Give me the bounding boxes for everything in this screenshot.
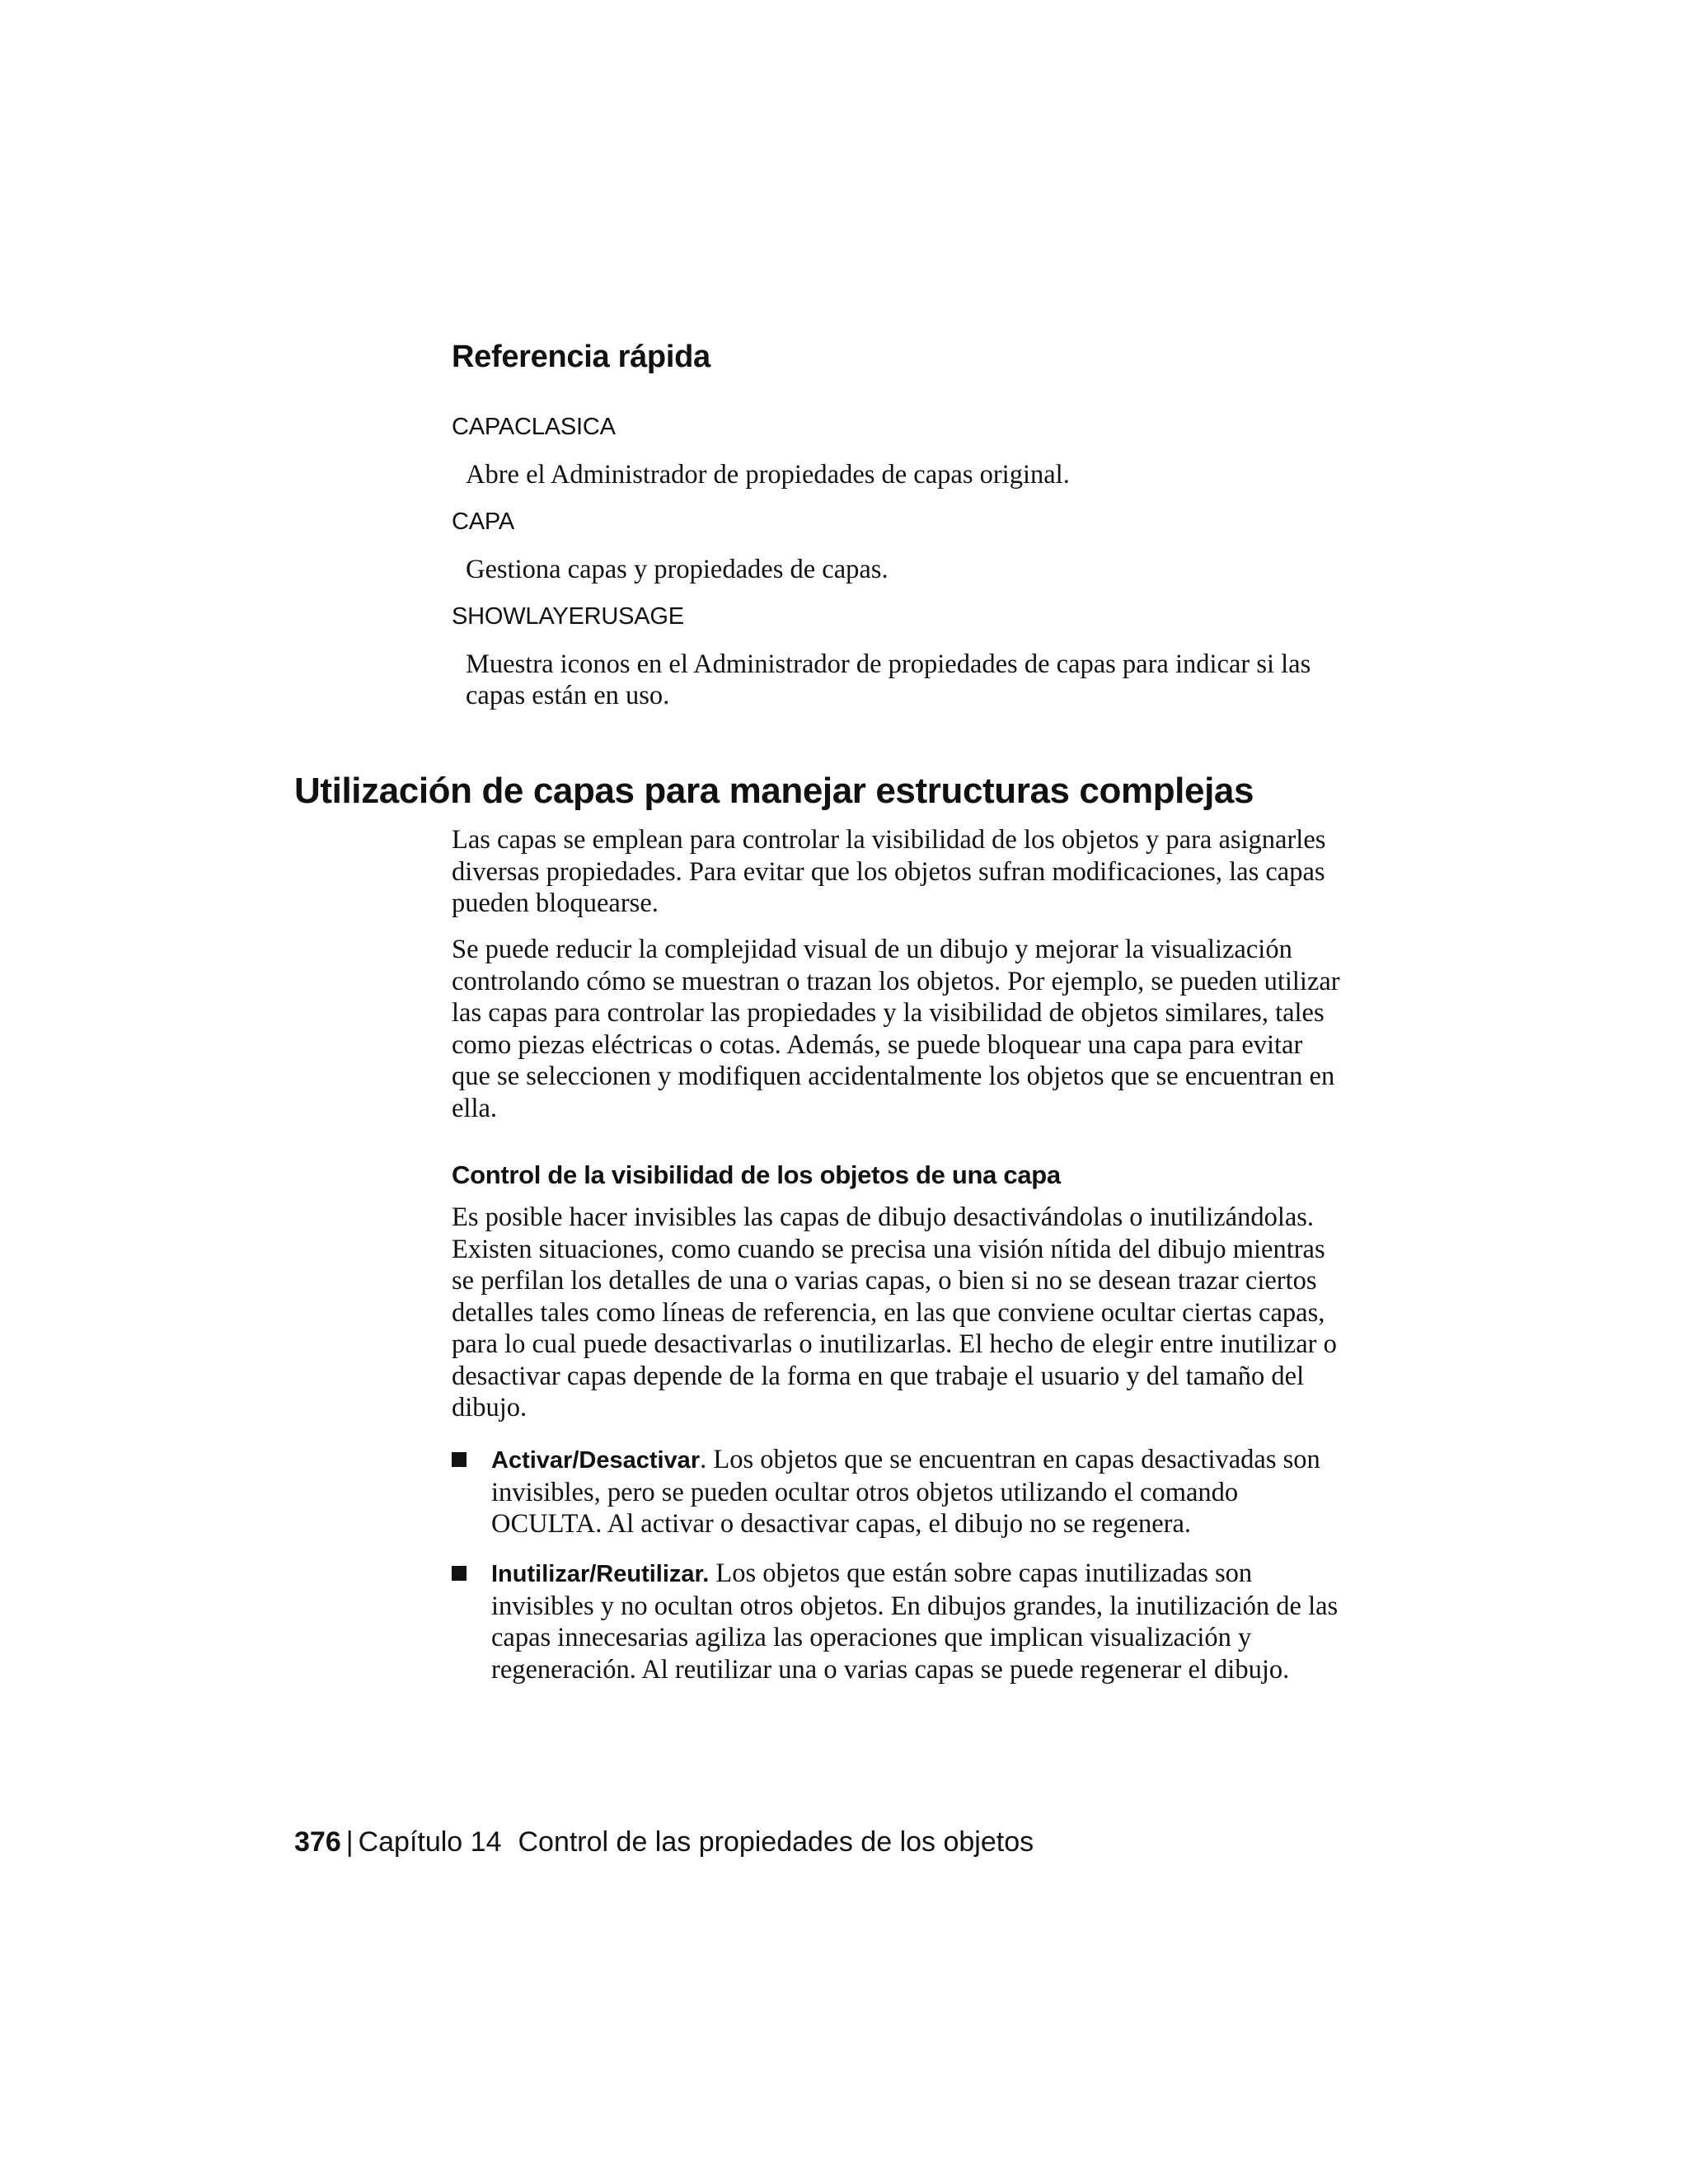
page-number: 376 xyxy=(294,1826,341,1858)
subsection-title: Control de la visibilidad de los objetos de una capa xyxy=(452,1160,1061,1189)
bullet-text xyxy=(491,1444,1342,1540)
command-name-showlayerusage: SHOWLAYERUSAGE xyxy=(452,603,684,630)
footer-chapter: Capítulo 14 xyxy=(358,1826,502,1858)
page-footer xyxy=(294,1826,1034,1858)
command-description-capaclasica: Abre el Administrador de propiedades de capas original. xyxy=(466,460,1070,490)
section-paragraph-1: Las capas se emplean para controlar la visibilidad de los objetos y para asignarles diversas propiedades. Para evitar que los objetos sufran modificaciones, las capas pueden bloquearse. xyxy=(452,825,1326,918)
section-paragraph-2: Se puede reducir la complejidad visual de un dibujo y mejorar la visualización controlando cómo se muestran o trazan los objetos. Por ejemplo, se pueden utilizar las capas para controlar las propiedades y la visibilidad de objetos similares, tales como piezas eléctricas o cotas. Además, se puede bloquear una capa para evitar que se seleccionen y modifiquen accidentalmente los objetos que se encuentran en ella. xyxy=(452,935,1340,1123)
command-name-capa: CAPA xyxy=(452,509,515,535)
square-bullet-icon xyxy=(452,1452,467,1467)
footer-separator: | xyxy=(345,1826,354,1858)
section-title: Utilización de capas para manejar estructuras complejas xyxy=(294,771,1254,811)
quick-reference-title: Referencia rápida xyxy=(452,340,710,374)
command-description-capa: Gestiona capas y propiedades de capas. xyxy=(466,555,889,584)
subsection-paragraph: Es posible hacer invisibles las capas de dibujo desactivándolas o inutilizándolas. Existen situaciones, como cuando se precisa una visión nítida del dibujo mientras se perfilan los detalles de una o varias capas, o bien si no se desean trazar ciertos detalles tales como líneas de referencia, en las que conviene ocultar ciertas capas, para lo cual puede desactivarlas o inutilizarlas. El hecho de elegir entre inutilizar o desactivar capas depende de la forma en que trabaje el usuario y del tamaño del dibujo. xyxy=(452,1202,1337,1422)
bullet-item-activar xyxy=(452,1444,1342,1540)
command-description-showlayerusage: Muestra iconos en el Administrador de propiedades de capas para indicar si las capas están en uso. xyxy=(466,649,1311,710)
bullet-term: Activar/Desactivar xyxy=(491,1447,701,1474)
bullet-text xyxy=(491,1558,1342,1685)
square-bullet-icon xyxy=(452,1566,467,1581)
bullet-body: Los objetos que están sobre capas inutilizadas son invisibles y no ocultan otros objetos. En dibujos grandes, la inutilización de las capas innecesarias agiliza las operaciones que implican visualización y regeneración. Al reutilizar una o varias capas se puede regenerar el dibujo. xyxy=(491,1558,1339,1685)
bullet-body: . Los objetos que se encuentran en capas desactivadas son invisibles, pero se pueden ocultar otros objetos utilizando el comando OCULTA. Al activar o desactivar capas, el dibujo no se regenera. xyxy=(491,1445,1320,1539)
footer-chapter-title: Control de las propiedades de los objetos xyxy=(518,1826,1034,1858)
bullet-item-inutilizar xyxy=(452,1558,1342,1685)
bullet-term: Inutilizar/Reutilizar. xyxy=(491,1561,710,1587)
command-name-capaclasica: CAPACLASICA xyxy=(452,414,616,440)
